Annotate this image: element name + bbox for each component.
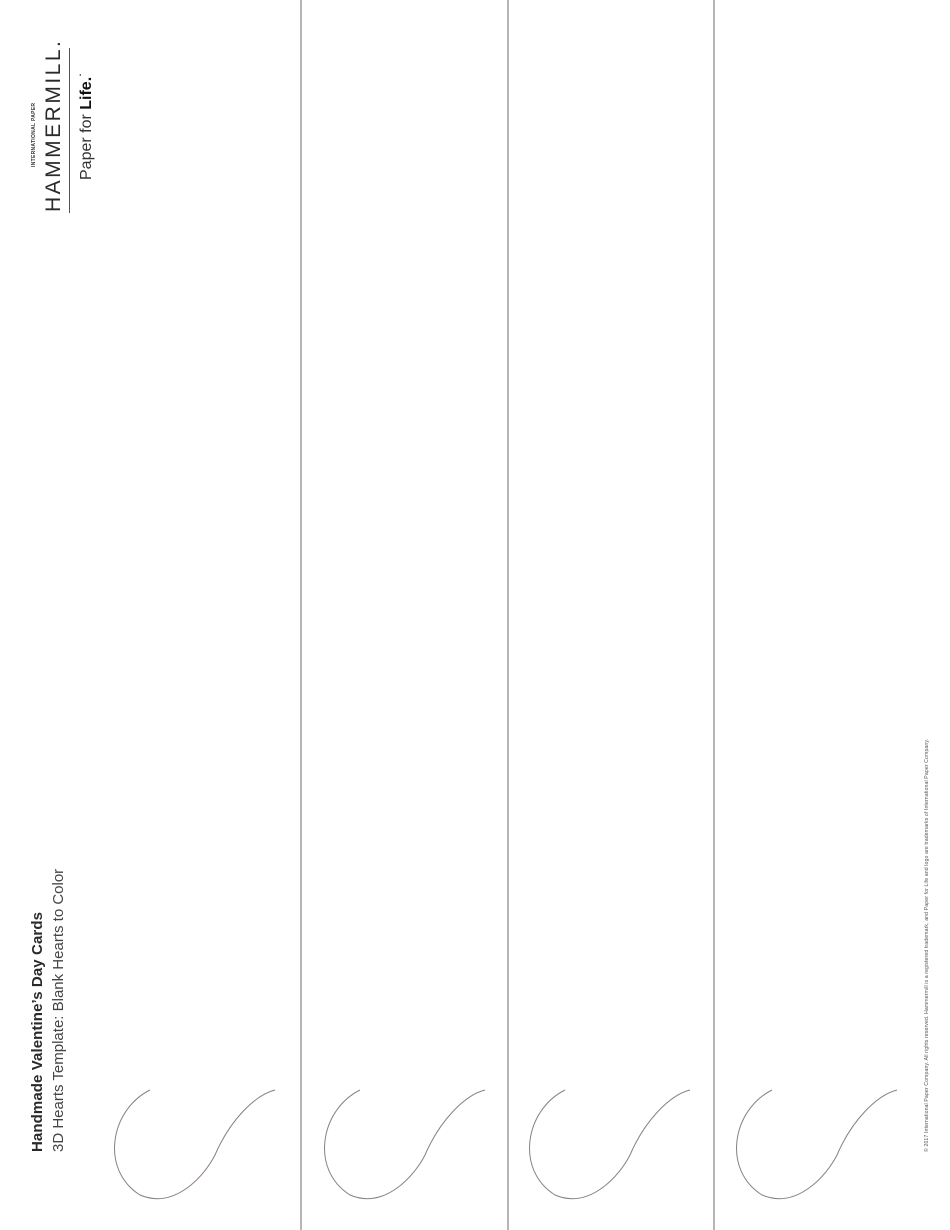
document-subtitle: 3D Hearts Template: Blank Hearts to Color	[50, 868, 67, 1152]
document-title: Handmade Valentine’s Day Cards	[29, 911, 46, 1152]
copyright-notice: © 2017 International Paper Company. All rights reserved. Hammermill is a registered trademark, and Paper for Life and logo are trademarks of International Paper Company.	[924, 738, 930, 1152]
tagline-mark: ˙	[78, 71, 95, 77]
heart-curve-strip-3	[530, 1090, 690, 1199]
hammermill-logo: HAMMERMILL.	[42, 38, 65, 212]
tagline-bold: Life.	[78, 76, 95, 110]
logo-divider	[69, 48, 70, 213]
heart-curve-strip-2	[325, 1090, 485, 1199]
heart-curve-strip-1	[115, 1090, 275, 1199]
tagline-prefix: Paper for	[78, 109, 95, 180]
heart-curve-strip-4	[737, 1090, 897, 1199]
logo-tagline	[78, 72, 96, 180]
international-paper-mark: INTERNATIONAL PAPER	[31, 102, 37, 167]
